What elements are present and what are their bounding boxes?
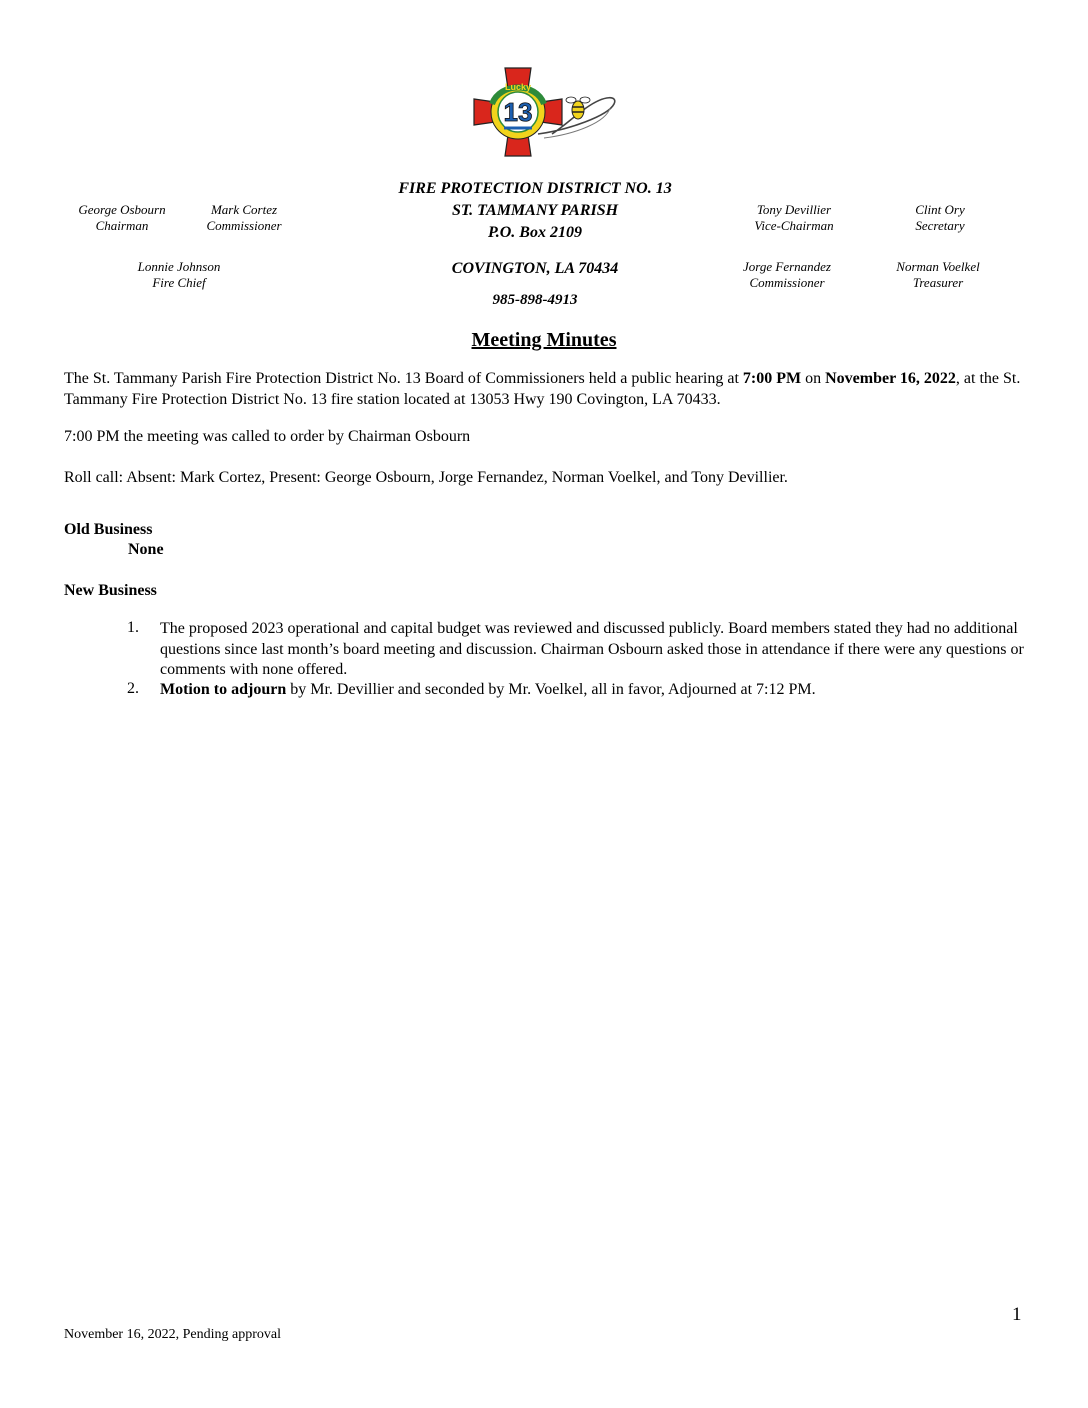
page-number: 1 [1012,1304,1022,1325]
officer-fire-chief [119,259,239,291]
list-item-text: by Mr. Devillier and seconded by Mr. Voelkel, all in favor, Adjourned at 7:12 PM. [286,681,816,698]
officer-secretary [880,202,1000,234]
list-item-text: The proposed 2023 operational and capital budget was reviewed and discussed publicly. Board members stated they had no additional questions since last month’s board meeting and discussion. Chairman Osbourn asked those in attendance if there were any questions or comments with none offered. [160,620,1024,678]
officer-treasurer [878,259,998,291]
officer-name: Mark Cortez [210,202,278,217]
officer-title: Secretary [915,218,965,233]
footer-status: November 16, 2022, Pending approval [64,1327,281,1342]
district-logo [468,64,618,160]
officer-name: George Osbourn [78,202,166,217]
call-to-order: 7:00 PM the meeting was called to order by Chairman Osbourn [64,428,471,445]
officer-commissioner-cortez [184,202,304,234]
officer-name: Norman Voelkel [896,259,980,274]
intro-text: , at the St. Tammany Fire Protection District No. 13 fire station located at 13053 Hwy 190 Covington, LA 70433. [64,370,1021,408]
list-item-bold-text: Motion to adjourn [160,681,287,698]
intro-text: on [801,370,826,387]
page-title: Meeting Minutes [471,329,617,351]
new-business-heading: New Business [64,582,157,599]
officer-title: Commissioner [206,218,282,233]
logo-number: 13 [503,97,533,127]
district-name: FIRE PROTECTION DISTRICT NO. 13 [398,180,672,197]
list-item-number: 1. [127,619,139,636]
list-item-number: 2. [127,680,139,697]
officer-title: Treasurer [912,275,964,290]
phone-number: 985-898-4913 [492,292,578,308]
officer-vice-chairman [734,202,854,234]
list-item [160,619,1026,681]
meeting-time: 7:00 PM [742,370,802,387]
officer-commissioner-fernandez [727,259,847,291]
officer-chairman [62,202,182,234]
old-business-heading: Old Business [64,521,153,538]
intro-text: The St. Tammany Parish Fire Protection District No. 13 Board of Commissioners held a public hearing at [64,370,743,387]
intro-paragraph [64,369,1029,410]
officer-title: Chairman [95,218,149,233]
officer-title: Fire Chief [152,275,206,290]
city-address: COVINGTON, LA 70434 [451,260,619,277]
old-business-item: None [128,541,164,558]
meeting-date: November 16, 2022 [825,370,956,387]
officer-name: Lonnie Johnson [137,259,221,274]
list-item [160,680,1026,701]
po-box: P.O. Box 2109 [488,224,582,241]
officer-title: Vice-Chairman [754,218,834,233]
officer-name: Clint Ory [915,202,965,217]
officer-title: Commissioner [749,275,825,290]
roll-call: Roll call: Absent: Mark Cortez, Present: George Osbourn, Jorge Fernandez, Norman Voelkel, and Tony Devillier. [64,469,788,486]
officer-name: Tony Devillier [756,202,832,217]
officer-name: Jorge Fernandez [743,259,831,274]
logo-top-text: Lucky [504,82,532,92]
parish-name: ST. TAMMANY PARISH [451,202,619,219]
